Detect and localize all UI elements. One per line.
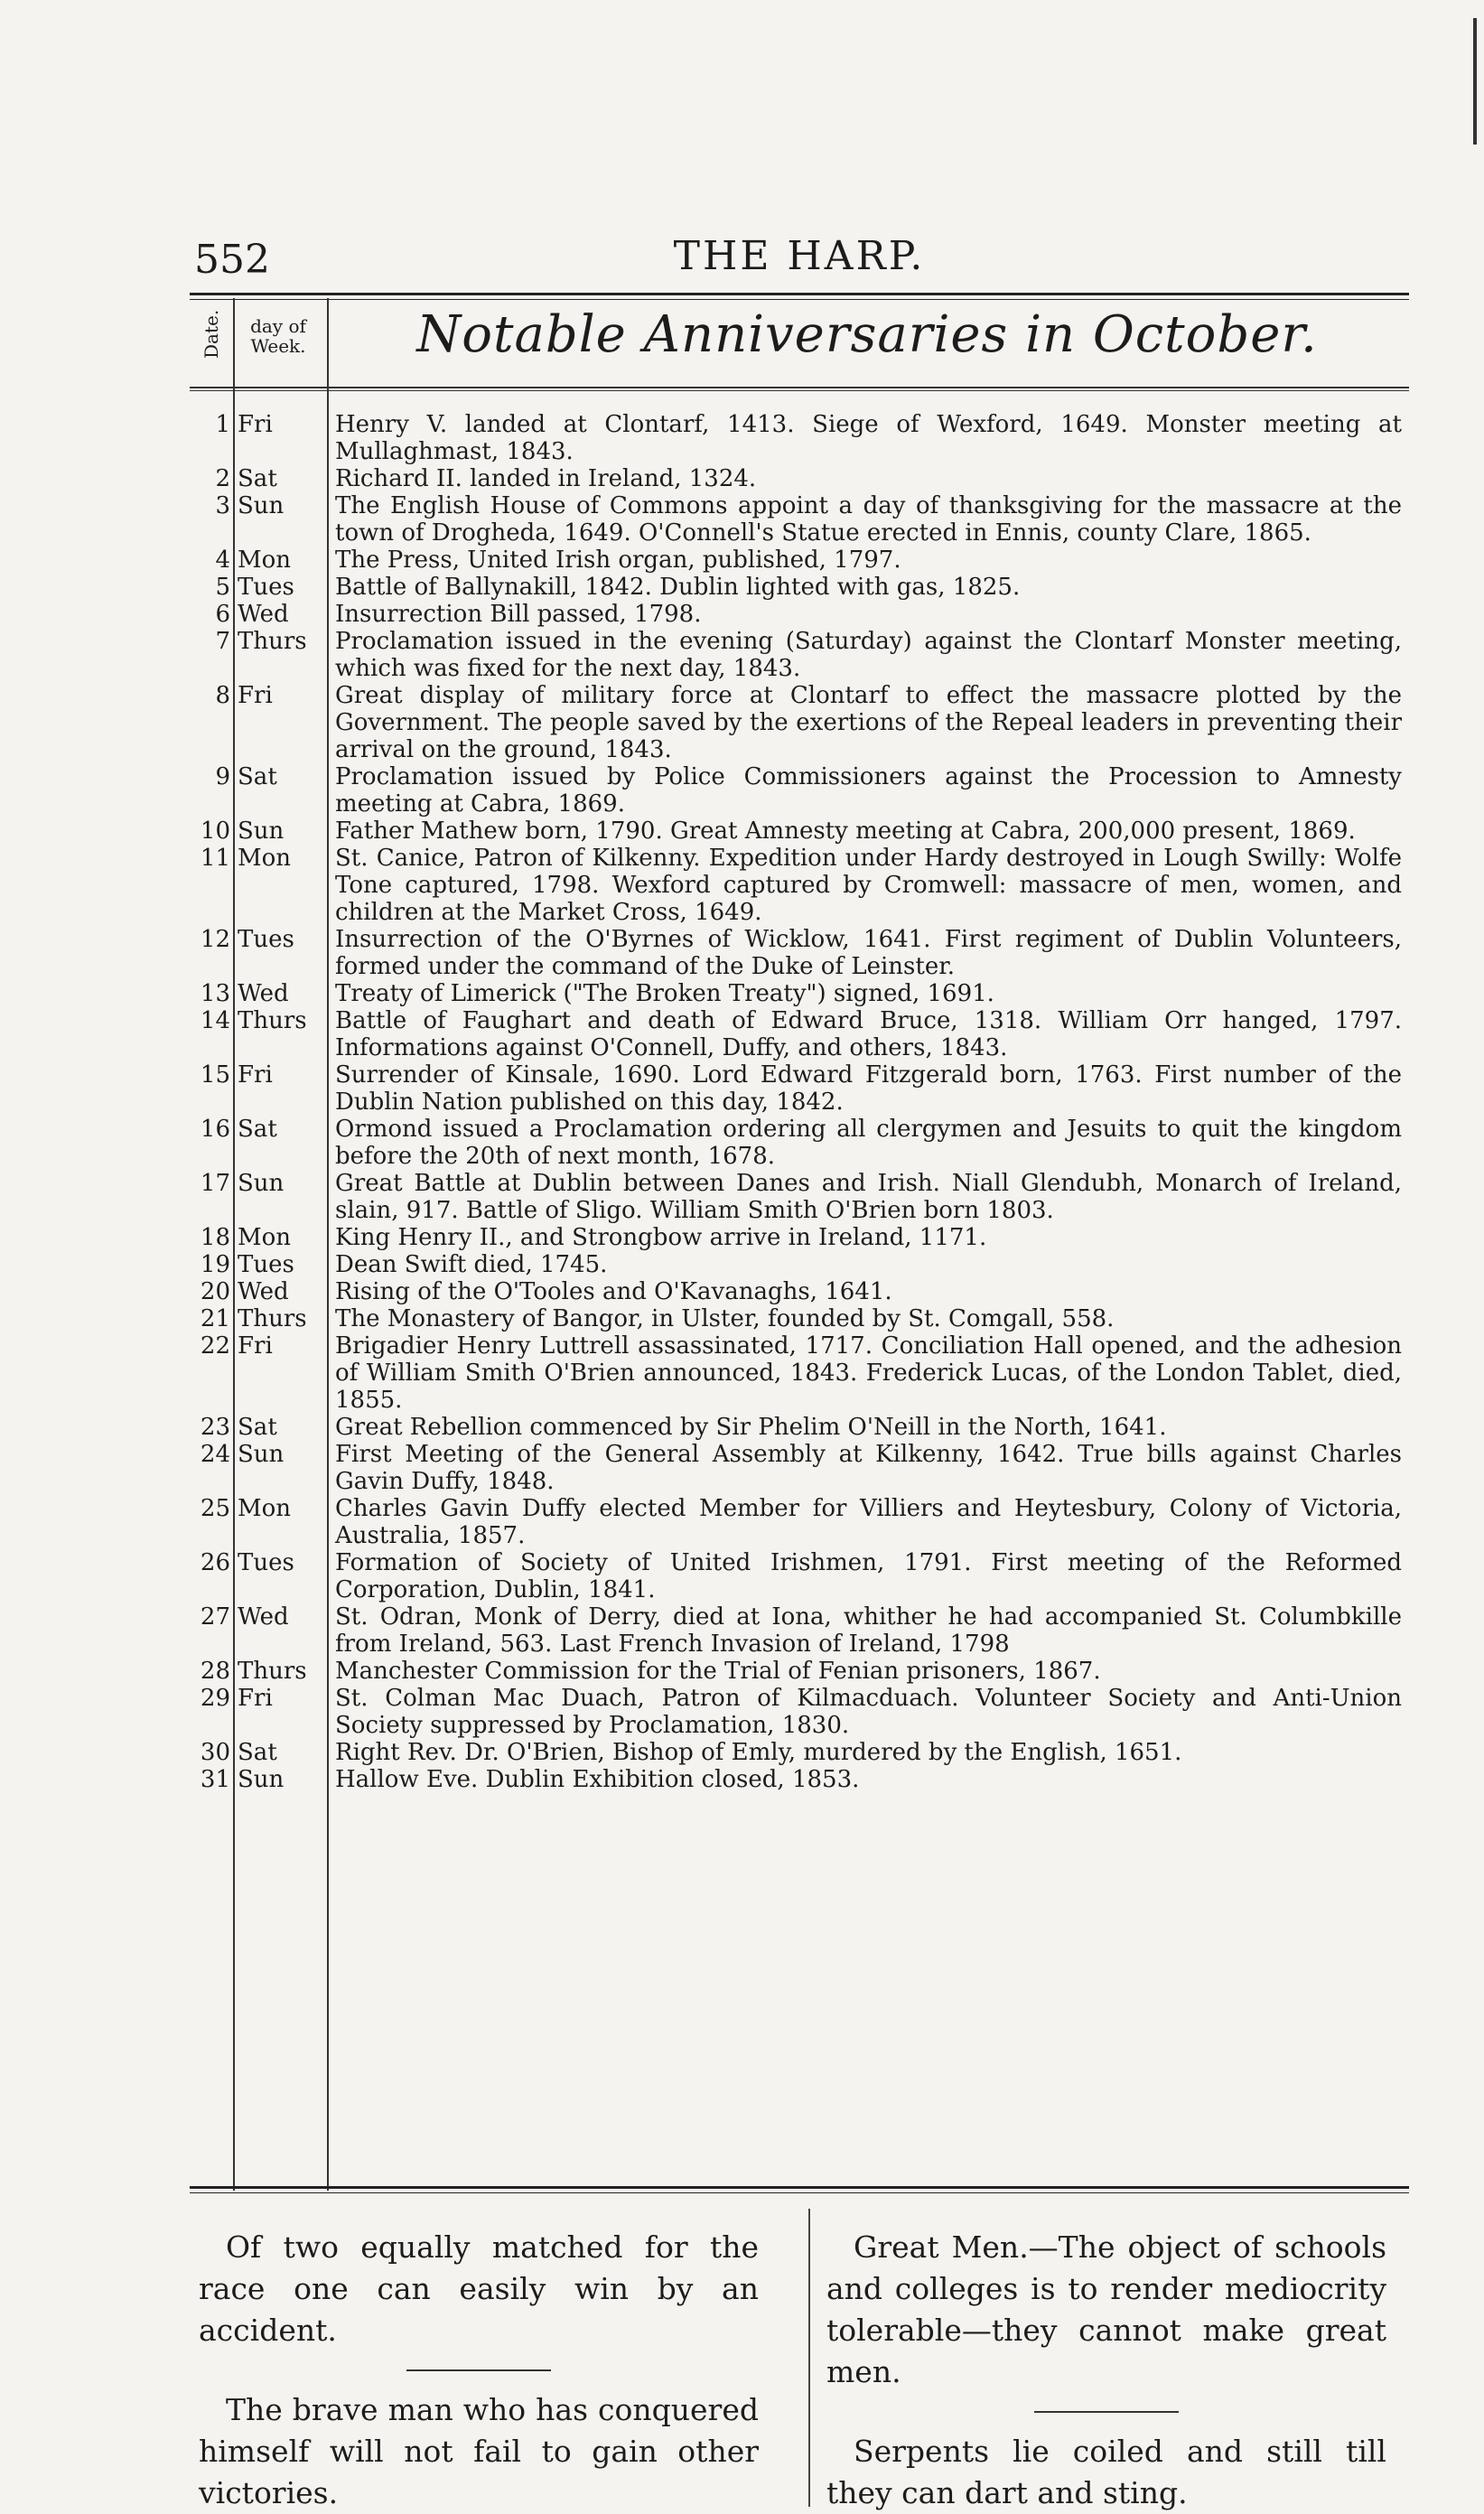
row-date: 13	[200, 980, 230, 1007]
row-date: 6	[215, 601, 230, 628]
row-day: Thurs	[238, 1007, 307, 1034]
row-day: Thurs	[238, 628, 307, 655]
row-date: 19	[200, 1251, 230, 1278]
row-day: Sat	[238, 1414, 277, 1441]
table-row	[190, 1278, 1409, 1305]
table-row	[190, 1007, 1409, 1061]
row-day: Fri	[238, 1332, 273, 1360]
table-row	[190, 980, 1409, 1007]
table-row	[190, 1305, 1409, 1332]
table-row	[190, 1224, 1409, 1251]
table-row	[190, 1495, 1409, 1549]
table-row	[190, 492, 1409, 547]
row-day: Fri	[238, 1061, 273, 1089]
row-event: Hallow Eve. Dublin Exhibition closed, 1853.	[335, 1766, 860, 1793]
row-event: Rising of the O'Tooles and O'Kavanaghs, 1641.	[335, 1278, 892, 1305]
notes-section	[190, 2200, 1409, 2510]
table-body	[190, 411, 1409, 1793]
table-title: Notable Anniversaries in October.	[416, 305, 1318, 364]
row-day: Wed	[238, 980, 289, 1007]
row-event: Dean Swift died, 1745.	[335, 1251, 608, 1278]
row-date: 22	[200, 1332, 230, 1360]
row-date: 12	[200, 926, 230, 953]
short-rule	[406, 2369, 551, 2371]
row-day: Mon	[238, 845, 292, 872]
row-date: 25	[200, 1495, 230, 1522]
row-date: 29	[200, 1685, 230, 1712]
row-event: Insurrection Bill passed, 1798.	[335, 601, 702, 628]
row-event: Henry V. landed at Clontarf, 1413. Siege of Wexford, 1649. Monster meeting at Mullaghmast, 1843.	[335, 411, 1402, 465]
page-edge-mark	[1473, 18, 1477, 145]
row-date: 31	[200, 1766, 230, 1793]
row-day: Sat	[238, 763, 277, 790]
row-event: St. Odran, Monk of Derry, died at Iona, whither he had accompanied St. Columbkille from Ireland, 563. Last French Invasion of Ireland, 1798	[335, 1603, 1402, 1658]
table-row	[190, 1061, 1409, 1116]
running-title: THE HARP.	[673, 233, 926, 279]
notes-right-column	[826, 2227, 1386, 2514]
row-event: Proclamation issued by Police Commissioners against the Procession to Amnesty meeting at Cabra, 1869.	[335, 763, 1402, 818]
row-day: Fri	[238, 411, 273, 438]
row-date: 1	[215, 411, 230, 438]
table-row	[190, 926, 1409, 980]
row-event: Surrender of Kinsale, 1690. Lord Edward Fitzgerald born, 1763. First number of the Dublin Nation published on this day, 1842.	[335, 1061, 1402, 1116]
row-event: The Monastery of Bangor, in Ulster, founded by St. Comgall, 558.	[335, 1305, 1115, 1332]
page-number: 552	[194, 237, 270, 283]
row-day: Wed	[238, 1603, 289, 1631]
table-row	[190, 574, 1409, 601]
row-day: Sun	[238, 818, 285, 845]
row-date: 28	[200, 1658, 230, 1685]
row-day: Sun	[238, 1766, 285, 1793]
row-event: St. Canice, Patron of Kilkenny. Expedition under Hardy destroyed in Lough Swilly: Wolfe Tone captured, 1798. Wexford captured by Cromwell: massacre of men, women, and children at the Market Cross, 1649.	[335, 845, 1402, 926]
table-row	[190, 1739, 1409, 1766]
row-event: Battle of Faughart and death of Edward Bruce, 1318. William Orr hanged, 1797. Informations against O'Connell, Duffy, and others, 1843.	[335, 1007, 1402, 1061]
notes-left-column	[199, 2227, 759, 2514]
row-day: Mon	[238, 1495, 292, 1522]
table-row	[190, 1441, 1409, 1495]
note-paragraph: Of two equally matched for the race one can easily win by an accident.	[199, 2229, 759, 2348]
row-event: Manchester Commission for the Trial of Fenian prisoners, 1867.	[335, 1658, 1101, 1685]
row-date: 21	[200, 1305, 230, 1332]
row-day: Sun	[238, 492, 285, 519]
row-event: Richard II. landed in Ireland, 1324.	[335, 465, 757, 492]
table-row	[190, 1170, 1409, 1224]
row-event: Charles Gavin Duffy elected Member for Villiers and Heytesbury, Colony of Victoria, Australia, 1857.	[335, 1495, 1402, 1549]
note-paragraph: The brave man who has conquered himself will not fail to gain other victories.	[199, 2392, 759, 2510]
row-date: 7	[215, 628, 230, 655]
row-date: 17	[200, 1170, 230, 1197]
row-day: Wed	[238, 1278, 289, 1305]
row-date: 8	[215, 682, 230, 709]
row-date: 16	[200, 1116, 230, 1143]
anniversaries-table	[190, 298, 1409, 2191]
row-event: Great display of military force at Clontarf to effect the massacre plotted by the Government. The people saved by the exertions of the Repeal leaders in preventing their arrival on the ground, 1843.	[335, 682, 1402, 763]
row-day: Tues	[238, 1549, 294, 1576]
table-row	[190, 1332, 1409, 1414]
table-row	[190, 1549, 1409, 1603]
table-row	[190, 763, 1409, 818]
row-day: Sat	[238, 465, 277, 492]
page	[190, 208, 1436, 2510]
row-day: Thurs	[238, 1305, 307, 1332]
row-day: Wed	[238, 601, 289, 628]
row-date: 27	[200, 1603, 230, 1631]
notes-column-divider	[808, 2209, 810, 2507]
row-event: Formation of Society of United Irishmen, 1791. First meeting of the Reformed Corporation, Dublin, 1841.	[335, 1549, 1402, 1603]
table-row	[190, 601, 1409, 628]
table-row	[190, 465, 1409, 492]
row-date: 2	[215, 465, 230, 492]
note-paragraph: Serpents lie coiled and still till they can dart and sting.	[826, 2434, 1386, 2510]
table-row	[190, 1251, 1409, 1278]
row-event: Proclamation issued in the evening (Saturday) against the Clontarf Monster meeting, which was fixed for the next day, 1843.	[335, 628, 1402, 682]
row-event: The Press, United Irish organ, published, 1797.	[335, 547, 901, 574]
header-rule	[190, 293, 1409, 295]
table-row	[190, 845, 1409, 926]
row-event: Brigadier Henry Luttrell assassinated, 1717. Conciliation Hall opened, and the adhesion of William Smith O'Brien announced, 1843. Frederick Lucas, of the London Tablet, died, 1855.	[335, 1332, 1402, 1414]
table-row	[190, 1685, 1409, 1739]
row-event: The English House of Commons appoint a day of thanksgiving for the massacre at the town of Drogheda, 1649. O'Connell's Statue erected in Ennis, county Clare, 1865.	[335, 492, 1402, 547]
row-event: Insurrection of the O'Byrnes of Wicklow, 1641. First regiment of Dublin Volunteers, formed under the command of the Duke of Leinster.	[335, 926, 1402, 980]
row-date: 5	[215, 574, 230, 601]
row-day: Sat	[238, 1739, 277, 1766]
row-event: King Henry II., and Strongbow arrive in Ireland, 1171.	[335, 1224, 987, 1251]
row-day: Tues	[238, 926, 294, 953]
table-header-rule-thin	[190, 390, 1409, 391]
row-event: Father Mathew born, 1790. Great Amnesty meeting at Cabra, 200,000 present, 1869.	[335, 818, 1356, 845]
row-date: 26	[200, 1549, 230, 1576]
table-row	[190, 1116, 1409, 1170]
row-event: Great Rebellion commenced by Sir Phelim O'Neill in the North, 1641.	[335, 1414, 1167, 1441]
row-day: Fri	[238, 1685, 273, 1712]
row-date: 20	[200, 1278, 230, 1305]
row-day: Thurs	[238, 1658, 307, 1685]
table-row	[190, 1414, 1409, 1441]
table-row	[190, 682, 1409, 763]
row-day: Sat	[238, 1116, 277, 1143]
row-date: 3	[215, 492, 230, 519]
row-date: 10	[200, 818, 230, 845]
row-event: St. Colman Mac Duach, Patron of Kilmacduach. Volunteer Society and Anti-Union Society suppressed by Proclamation, 1830.	[335, 1685, 1402, 1739]
page-header	[190, 226, 1409, 298]
table-header-rule	[190, 387, 1409, 388]
table-row	[190, 1658, 1409, 1685]
row-event: First Meeting of the General Assembly at Kilkenny, 1642. True bills against Charles Gavin Duffy, 1848.	[335, 1441, 1402, 1495]
table-row	[190, 628, 1409, 682]
row-date: 11	[200, 845, 230, 872]
column-header-day: day of Week.	[250, 315, 306, 357]
row-event: Ormond issued a Proclamation ordering all clergymen and Jesuits to quit the kingdom before the 20th of next month, 1678.	[335, 1116, 1402, 1170]
row-date: 14	[200, 1007, 230, 1034]
table-row	[190, 1603, 1409, 1658]
row-day: Tues	[238, 574, 294, 601]
column-header-date: Date.	[201, 309, 222, 359]
row-day: Sun	[238, 1170, 285, 1197]
notes-rule	[190, 2186, 1409, 2193]
row-date: 4	[215, 547, 230, 574]
row-date: 30	[200, 1739, 230, 1766]
row-date: 15	[200, 1061, 230, 1089]
row-event: Great Battle at Dublin between Danes and Irish. Niall Glendubh, Monarch of Ireland, slain, 917. Battle of Sligo. William Smith O'Brien born 1803.	[335, 1170, 1402, 1224]
row-day: Fri	[238, 682, 273, 709]
row-day: Sun	[238, 1441, 285, 1468]
row-event: Treaty of Limerick ("The Broken Treaty") signed, 1691.	[335, 980, 994, 1007]
table-row	[190, 547, 1409, 574]
note-paragraph: Great Men.—The object of schools and colleges is to render mediocrity tolerable—they cannot make great men.	[826, 2229, 1386, 2389]
row-date: 23	[200, 1414, 230, 1441]
row-event: Battle of Ballynakill, 1842. Dublin lighted with gas, 1825.	[335, 574, 1021, 601]
table-row	[190, 1766, 1409, 1793]
row-date: 18	[200, 1224, 230, 1251]
row-day: Tues	[238, 1251, 294, 1278]
short-rule	[1034, 2411, 1179, 2413]
row-date: 9	[215, 763, 230, 790]
row-date: 24	[200, 1441, 230, 1468]
row-day: Mon	[238, 547, 292, 574]
row-day: Mon	[238, 1224, 292, 1251]
table-row	[190, 818, 1409, 845]
row-event: Right Rev. Dr. O'Brien, Bishop of Emly, murdered by the English, 1651.	[335, 1739, 1182, 1766]
table-row	[190, 411, 1409, 465]
